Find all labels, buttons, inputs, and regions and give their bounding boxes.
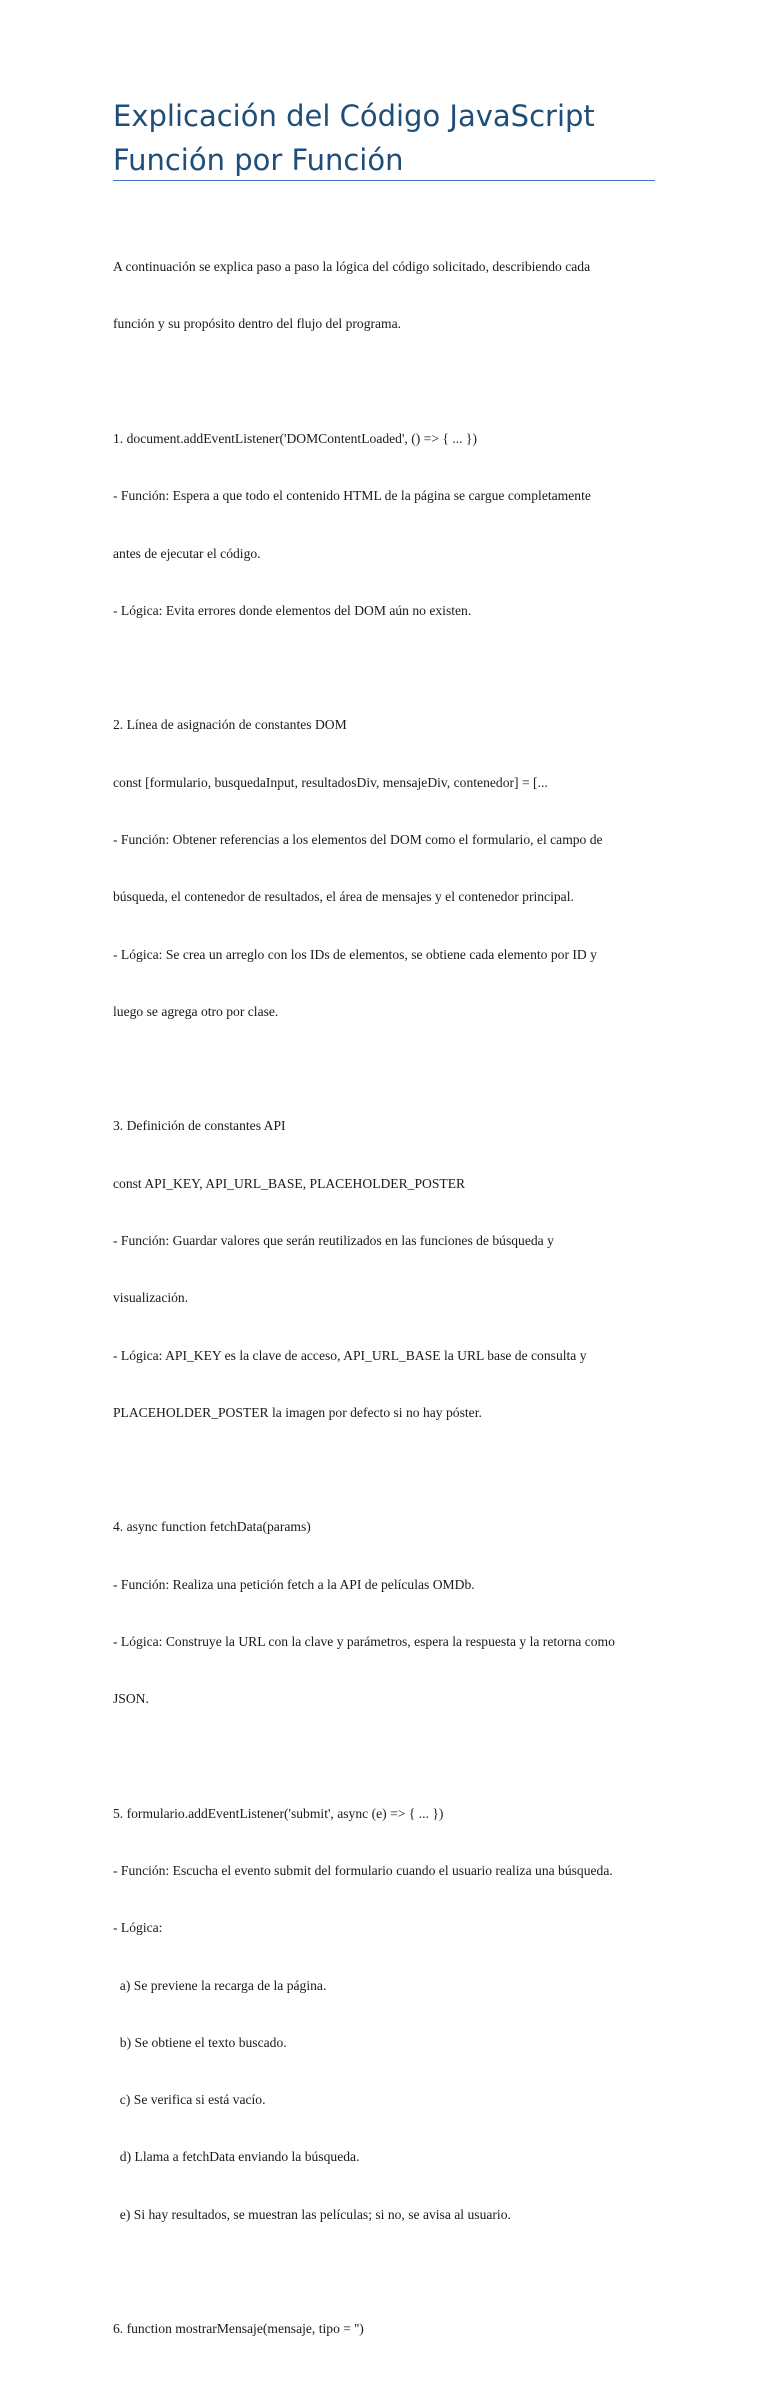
- paragraph-section-2: [113, 677, 658, 1059]
- text-line: A continuación se explica paso a paso la lógica del código solicitado, describiendo cada: [113, 259, 591, 275]
- text-line: 4. async function fetchData(params): [113, 1519, 311, 1535]
- text-line: b) Se obtiene el texto buscado.: [113, 2034, 287, 2050]
- text-line: luego se agrega otro por clase.: [113, 1003, 279, 1019]
- text-line: 2. Línea de asignación de constantes DOM: [113, 717, 347, 733]
- paragraph-section-4: [113, 1479, 658, 1746]
- text-line: 5. formulario.addEventListener('submit', async (e) => { ... }): [113, 1805, 444, 1821]
- text-line: función y su propósito dentro del flujo del programa.: [113, 316, 402, 332]
- text-line: - Función: Espera a que todo el contenido HTML de la página se cargue completamente: [113, 488, 591, 504]
- text-line: antes de ejecutar el código.: [113, 545, 261, 561]
- text-line: - Función: Guardar valores que serán reutilizados en las funciones de búsqueda y: [113, 1232, 554, 1248]
- paragraph-section-3: [113, 1078, 658, 1460]
- text-line: - Lógica: Se crea un arreglo con los IDs de elementos, se obtiene cada elemento por ID y: [113, 946, 597, 962]
- text-line: e) Si hay resultados, se muestran las películas; si no, se avisa al usuario.: [113, 2206, 511, 2222]
- text-line: const API_KEY, API_URL_BASE, PLACEHOLDER_POSTER: [113, 1175, 466, 1191]
- text-line: - Lógica: Evita errores donde elementos del DOM aún no existen.: [113, 602, 472, 618]
- paragraph-section-1: [113, 391, 658, 658]
- text-line: a) Se previene la recarga de la página.: [113, 1977, 327, 1993]
- text-line: 3. Definición de constantes API: [113, 1118, 286, 1134]
- title-divider: [113, 180, 655, 181]
- text-line: PLACEHOLDER_POSTER la imagen por defecto si no hay póster.: [113, 1404, 482, 1420]
- title-line: Explicación del Código JavaScript: [113, 99, 595, 133]
- page-title: [113, 94, 658, 182]
- paragraph-section-5: [113, 1766, 658, 2262]
- text-line: c) Se verifica si está vacío.: [113, 2092, 266, 2108]
- text-line: const [formulario, busquedaInput, resultadosDiv, mensajeDiv, contenedor] = [...: [113, 774, 548, 790]
- text-line: visualización.: [113, 1290, 189, 1306]
- paragraph-section-6: [113, 2281, 658, 2376]
- text-line: JSON.: [113, 1691, 149, 1707]
- text-line: - Lógica: API_KEY es la clave de acceso, API_URL_BASE la URL base de consulta y: [113, 1347, 587, 1363]
- text-line: - Lógica:: [113, 1920, 163, 1936]
- text-line: - Función: Obtener referencias a los elementos del DOM como el formulario, el campo de: [113, 832, 603, 847]
- text-line: - Función: Escucha el evento submit del formulario cuando el usuario realiza una búsqueda.: [113, 1863, 613, 1879]
- paragraph-intro: [113, 219, 658, 372]
- text-line: - Función: Realiza una petición fetch a la API de películas OMDb.: [113, 1576, 475, 1592]
- text-line: búsqueda, el contenedor de resultados, el área de mensajes y el contenedor principal.: [113, 889, 574, 905]
- title-line: Función por Función: [113, 143, 404, 177]
- document-body: [113, 219, 658, 2396]
- text-line: 6. function mostrarMensaje(mensaje, tipo = ''): [113, 2321, 364, 2337]
- text-line: - Lógica: Construye la URL con la clave y parámetros, espera la respuesta y la retorna como: [113, 1633, 615, 1649]
- text-line: d) Llama a fetchData enviando la búsqueda.: [113, 2149, 360, 2165]
- text-line: 1. document.addEventListener('DOMContentLoaded', () => { ... }): [113, 431, 477, 447]
